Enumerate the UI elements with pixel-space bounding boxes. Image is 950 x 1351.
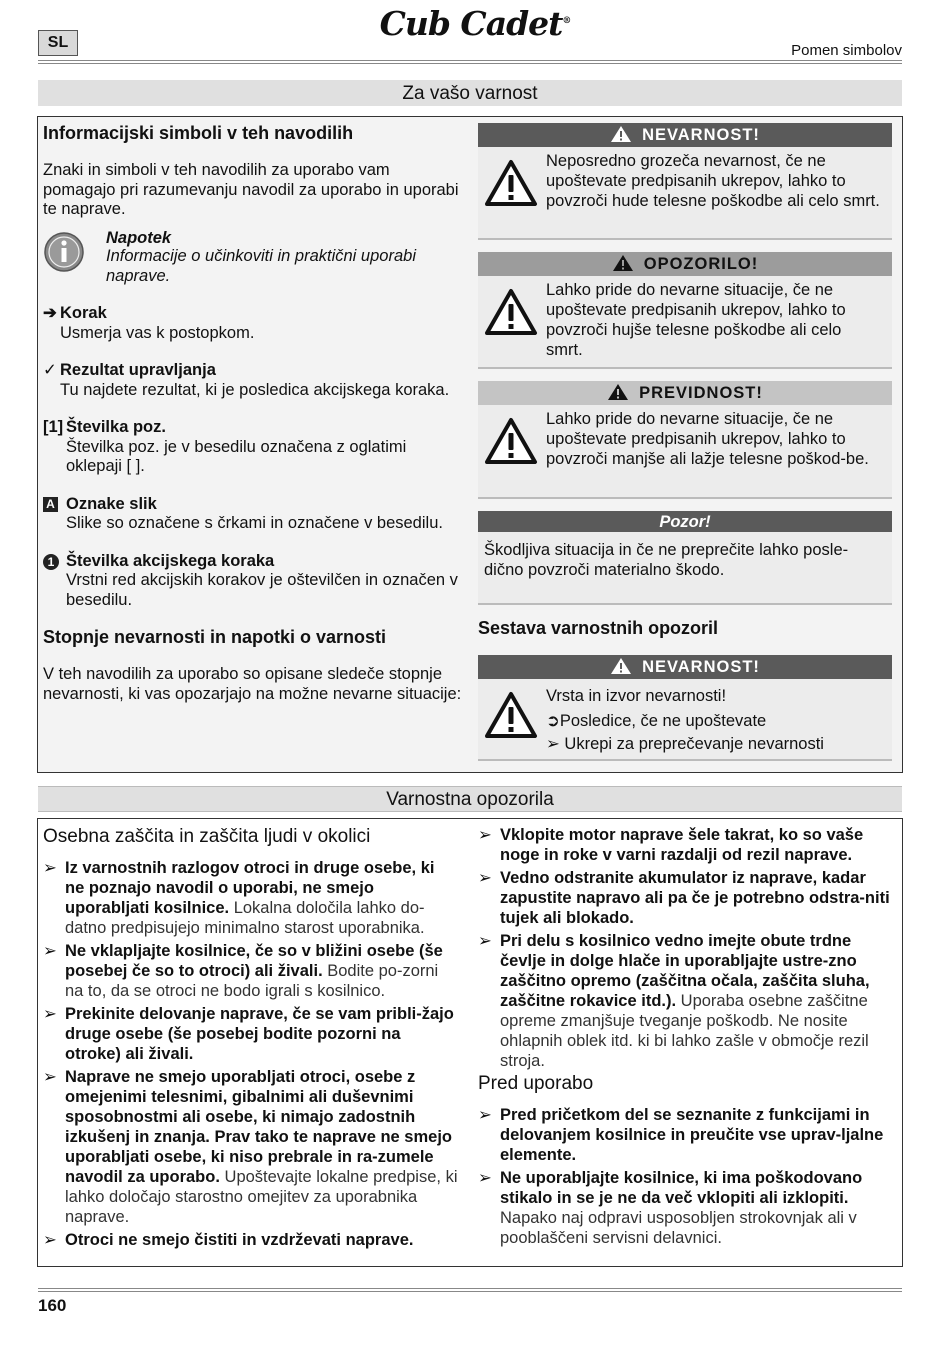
warning-triangle-icon [612, 254, 634, 272]
warning-triangle-icon [484, 288, 538, 336]
symbols-intro: Znaki in simboli v teh navodilih za uporabo vam pomagajo pri razumevanju navodil za uporabo in uporabi te naprave. [43, 161, 459, 218]
caution-header: PREVIDNOST! [478, 381, 892, 405]
checkmark-icon: ✓ [43, 361, 57, 379]
bullet-arrow-icon: ➢ [43, 942, 57, 960]
bullet-arrow-icon: ➢ [478, 826, 492, 844]
levels-text: V teh navodilih za uporabo so opisane sledeče stopnje nevarnosti, ki vas opozarjajo na možne nevarne situacije: [43, 665, 462, 703]
bullet-arrow-icon: ➢ [478, 1106, 492, 1124]
warning-header: OPOZORILO! [478, 252, 892, 276]
position-title: Številka poz. [66, 418, 166, 436]
image-label-title: Oznake slik [66, 494, 157, 513]
step-item [43, 304, 463, 343]
example-line-2: ➲Posledice, če ne upoštevate [546, 712, 767, 730]
page-number: 160 [38, 1296, 67, 1315]
note-title: Napotek [106, 228, 172, 247]
composition-heading: Sestava varnostnih opozoril [478, 618, 719, 638]
bullet-arrow-icon: ➢ [43, 1231, 57, 1249]
letter-a-icon: A [43, 497, 58, 512]
danger-body: Neposredno grozeča nevarnost, če ne upoštevate predpisanih ukrepov, lahko to povzroči hude telesne poškodbe ali celo smrt. [478, 147, 892, 213]
brand-logo: Cub Cadet® [379, 4, 571, 43]
warning-triangle-icon [484, 691, 538, 739]
bullet-arrow-icon: ➢ [43, 1005, 57, 1023]
result-title: Rezultat upravljanja [60, 361, 216, 379]
position-text: Številka poz. je v besedilu označena z oglatimi oklepaji [ ]. [66, 437, 407, 475]
personal-protection-column [43, 826, 458, 1250]
example-line-1: Vrsta in izvor nevarnosti! [546, 687, 727, 705]
position-number-mark: [1] [43, 418, 64, 436]
footer-rule-2 [38, 1291, 902, 1292]
notice-body: Škodljiva situacija in če ne preprečite lahko posle-dično povzroči materialno škodo. [484, 541, 849, 579]
position-item [43, 418, 463, 477]
header-rule [38, 60, 902, 61]
result-item [43, 361, 463, 400]
step-title: Korak [60, 304, 107, 322]
list-item: ➢ Pri delu s kosilnico vedno imejte obute trdne čevlje in dolge hlače in uporabljajte ustre-zno zaščitno opremo (zaščitna očala, zaščita sluha, zaščitne rokavice itd.). Uporaba osebne zaščitne opreme zmanjšuje tveganje poškodb. Ne nosite ohlapnih oblek itd. ki bi lahko zašle v območje rezil stroja. [478, 932, 870, 1070]
list-item: ➢ Prekinite delovanje naprave, če se vam pribli-žajo druge osebe (še posebej bodite pozorni na otroke) ali živali. [43, 1005, 454, 1063]
section-title-bar: Za vašo varnost [38, 80, 902, 106]
section-title-bar-2: Varnostna opozorila [38, 786, 902, 812]
image-label-item [43, 495, 463, 534]
action-step-title: Številka akcijskega koraka [66, 551, 275, 570]
warning-body: Lahko pride do nevarne situacije, če ne upoštevate predpisanih ukrepov, lahko to povzroči hujše telesne poškodbe ali celo smrt. [478, 276, 892, 362]
warning-block [478, 252, 892, 369]
step-text: Usmerja vas k postopkom. [60, 323, 255, 342]
example-block [478, 655, 892, 761]
list-item: ➢ Otroci ne smejo čistiti in vzdrževati naprave. [43, 1231, 414, 1249]
levels-heading: Stopnje nevarnosti in napotki o varnosti [43, 627, 387, 647]
bullet-arrow-icon: ➢ [478, 1169, 492, 1187]
symbols-heading: Informacijski simboli v teh navodilih [43, 123, 354, 143]
list-item: ➢ Ne uporabljajte kosilnice, ki ima poškodovano stikalo in se je ne da več vklopiti ali izklopiti. Napako naj odpravi usposobljen strokovnjak ali v pooblaščeni servisni delavnici. [478, 1169, 863, 1247]
list-item: ➢ Iz varnostnih razlogov otroci in druge osebe, ki ne poznajo navodil o uporabi, ne smejo uporabljati kosilnice. Lokalna določila lahko do-datno predpisujejo minimalno starost uporabnika. [43, 859, 435, 937]
language-badge: SL [38, 30, 78, 56]
info-icon [43, 231, 85, 273]
caution-block [478, 381, 892, 499]
symbols-column [43, 122, 463, 704]
list-item: ➢ Vklopite motor naprave šele takrat, ko so vaše noge in roke v varni razdalji od rezil naprave. [478, 826, 864, 864]
danger-header: NEVARNOST! [478, 123, 892, 147]
consequence-arrow-icon: ➲ [546, 712, 560, 730]
list-item: ➢ Naprave ne smejo uporabljati otroci, osebe z omejenimi telesnimi, gibalnimi ali duševnimi sposobnostmi ali osebe, ki nimajo zadostnih izkušenj in znanja. Prav tako te naprave ne smejo uporabljati osebe, ki niso prebrale in ra-zumele navodil za uporabo. Upoštevajte lokalne predpise, ki lahko določajo starostno omejitev za uporabnika naprave. [43, 1068, 458, 1226]
notice-block [478, 511, 892, 605]
action-step-text: Vrstni red akcijskih korakov je oštevilčen in označen v besedilu. [66, 571, 458, 609]
footer-rule [38, 1288, 902, 1289]
warning-triangle-icon [484, 159, 538, 207]
list-item: ➢ Pred pričetkom del se seznanite z funkcijami in delovanjem kosilnice in preučite vse uprav-ljalne elemente. [478, 1106, 884, 1164]
example-header: NEVARNOST! [478, 655, 892, 679]
arrow-right-icon: ➔ [43, 304, 57, 322]
warning-triangle-icon [484, 417, 538, 465]
bullet-arrow-icon: ➢ [43, 1068, 57, 1086]
list-item: ➢ Ne vklapljajte kosilnice, če so v bližini osebe (še posebej če so to otroci) ali živali. Bodite po-zorni na to, da se otroci ne bodo igrali s kosilnico. [43, 942, 443, 1000]
example-body [478, 679, 892, 756]
action-step-item [43, 552, 463, 611]
bullet-arrow-icon: ➢ [478, 869, 492, 887]
caution-body: Lahko pride do nevarne situacije, če ne upoštevate predpisanih ukrepov, lahko to povzroči manjše ali lažje telesne poškod-be. [478, 405, 892, 471]
result-text: Tu najdete rezultat, ki je posledica akcijskega koraka. [60, 380, 450, 399]
danger-block [478, 123, 892, 240]
running-header: Pomen simbolov [791, 42, 902, 59]
warning-triangle-icon [607, 383, 629, 401]
personal-protection-heading: Osebna zaščita in zaščita ljudi v okolici [43, 826, 371, 847]
bullet-arrow-icon: ➢ [43, 859, 57, 877]
example-line-3: ➢ Ukrepi za preprečevanje nevarnosti [546, 735, 824, 753]
bullet-arrow-icon: ➢ [478, 932, 492, 950]
header-rule-2 [38, 63, 902, 64]
list-item: ➢ Vedno odstranite akumulator iz naprave, kadar zapustite napravo ali pa če je potrebno odstra-niti tujek ali blokado. [478, 869, 890, 927]
note-text: Informacije o učinkoviti in praktični uporabi naprave. [106, 247, 416, 285]
note-item [43, 229, 463, 287]
bullet-arrow-icon: ➢ [546, 735, 560, 753]
notice-header: Pozor! [478, 511, 892, 532]
before-use-heading: Pred uporabo [478, 1073, 594, 1094]
warning-triangle-icon [610, 125, 632, 143]
number-one-circle-icon: 1 [43, 554, 59, 570]
warning-triangle-icon [610, 657, 632, 675]
image-label-text: Slike so označene s črkami in označene v besedilu. [66, 514, 443, 532]
engine-safety-column [478, 825, 896, 1248]
